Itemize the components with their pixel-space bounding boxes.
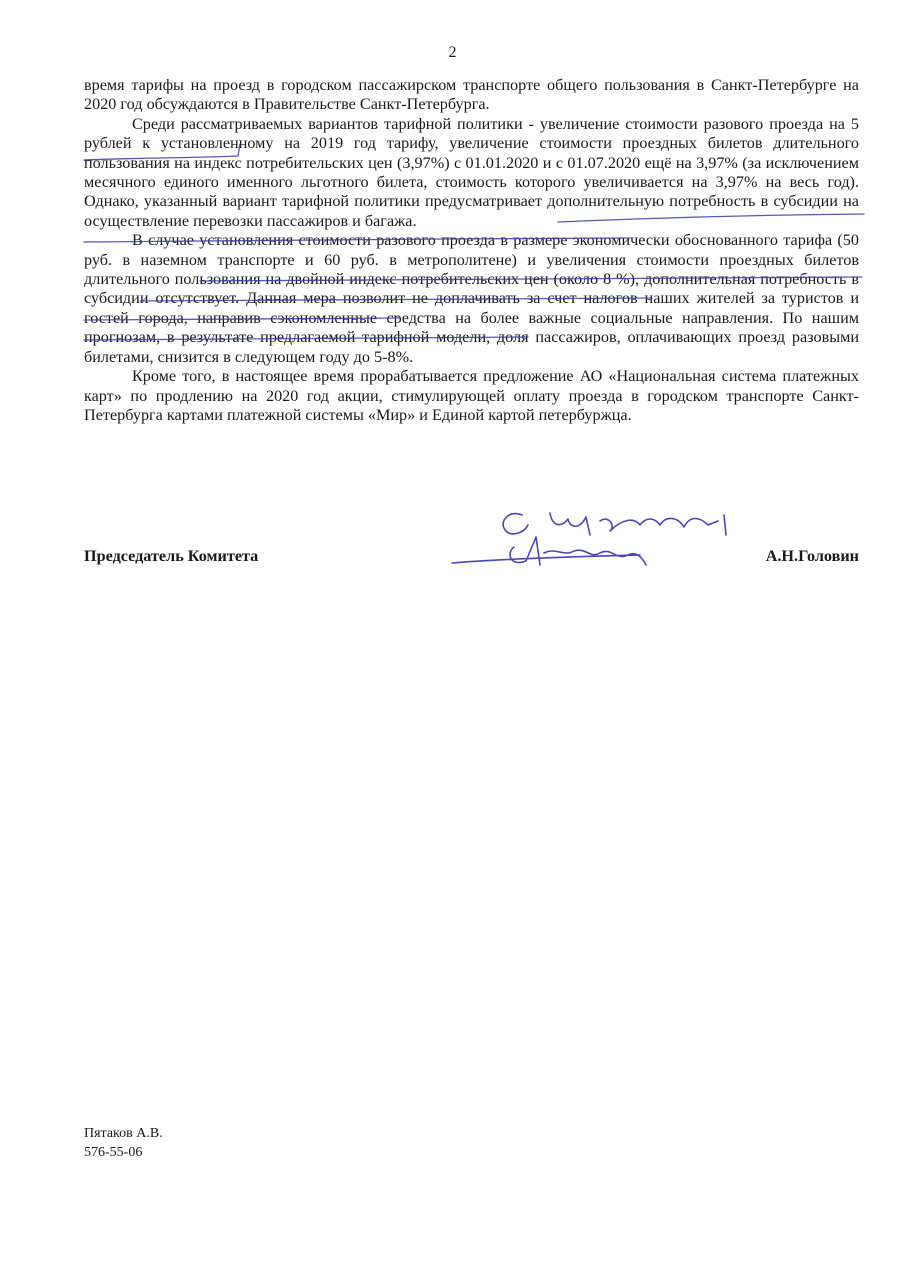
- paragraph-2: Среди рассматриваемых вариантов тарифной политики - увеличение стоимости разового проезда на 5 рублей к установленному на 2019 год тарифу, увеличение стоимости проездных билетов длительного пользования на индекс потребительских цен (3,97%) с 01.01.2020 и с 01.07.2020 ещё на 3,97% (за исключением месячного единого именного льготного билета, стоимость которого увеличивается на 3,97% на весь год). Однако, указанный вариант тарифной политики предусматривает дополнительную потребность в субсидии на осуществление перевозки пассажиров и багажа.: [84, 114, 859, 230]
- paragraph-1: время тарифы на проезд в городском пассажирском транспорте общего пользования в Санкт-Петербурге на 2020 год обсуждаются в Правительстве Санкт-Петербурга.: [84, 76, 859, 114]
- executor-block: [84, 1124, 163, 1162]
- signer-title: Председатель Комитета: [84, 547, 259, 565]
- page-number: 2: [448, 44, 457, 61]
- executor-name: Пятаков А.В.: [84, 1126, 163, 1141]
- paragraph-4: Кроме того, в настоящее время прорабатывается предложение АО «Национальная система платежных карт» по продлению на 2020 год акции, стимулирующей оплату проезда в городском транспорте Санкт-Петербурга картами платежной системы «Мир» и Единой картой петербуржца.: [84, 367, 859, 424]
- signature-block: [84, 545, 859, 575]
- letter-body: [84, 76, 859, 425]
- executor-phone: 576-55-06: [84, 1145, 143, 1160]
- signer-name: А.Н.Головин: [765, 547, 859, 565]
- paragraph-3: В случае установления стоимости разового проезда в размере экономически обоснованного тарифа (50 руб. в наземном транспорте и 60 руб. в метрополитене) и увеличения стоимости проездных билетов длительного пользования на двойной индекс потребительских цен (около 8 %), дополнительная потребность в субсидии отсутствует. Данная мера позволит не доплачивать за счет налогов наших жителей за туристов и гостей города, направив сэкономленные средства на более важные социальные направления. По нашим прогнозам, в результате предлагаемой тарифной модели, доля пассажиров, оплачивающих проезд разовыми билетами, снизится в следующем году до 5-8%.: [84, 231, 859, 366]
